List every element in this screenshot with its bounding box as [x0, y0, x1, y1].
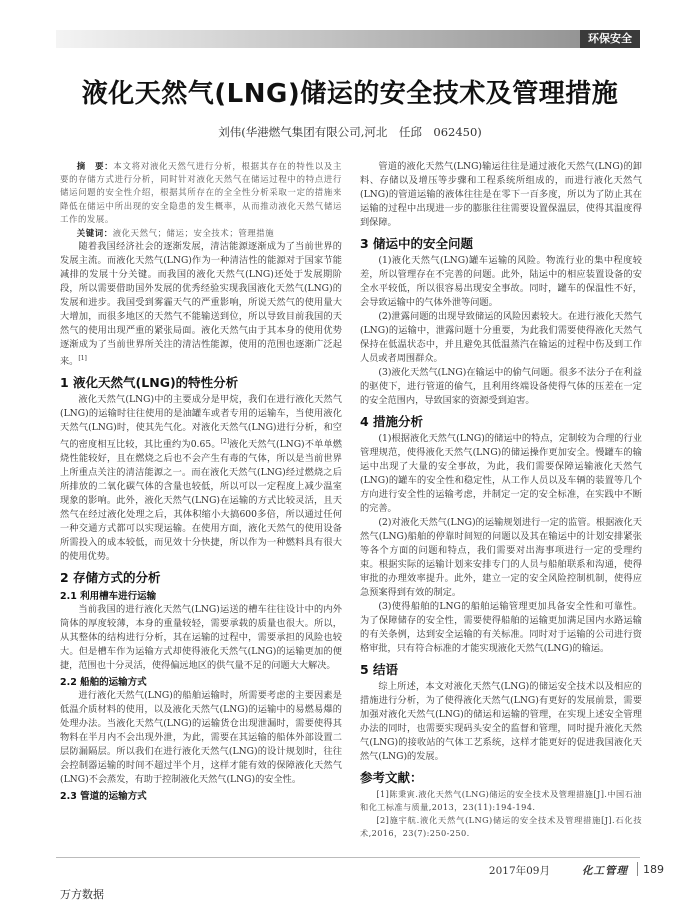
author-line: 刘伟(华港燃气集团有限公司,河北 任邱 062450) — [218, 125, 482, 139]
section-2-3-heading: 2.3 管道的运输方式 — [60, 791, 147, 803]
issue-date: 2017年09月 — [488, 865, 550, 877]
section-3-paragraph-1: (1)液化天然气(LNG)罐车运输的风险。物流行业的集中程度较差，所以管理存在不完善的问题。此外，陆运中的相应装置设备的安全水平较低，所以很容易出现安全事故。同时，罐车的保温性不好，会导致运输中的气体外泄等问题。 — [360, 255, 642, 308]
section-2-2-heading: 2.2 船舶的运输方式 — [60, 677, 147, 689]
footer-rule — [56, 857, 640, 858]
left-column — [60, 160, 342, 803]
section-5-paragraph: 综上所述，本文对液化天然气(LNG)的储运安全技术以及相应的措施进行分析，为了使得液化天然气(LNG)有更好的发展前景，需要加强对液化天然气(LNG)的储运和运输的管理，在实现上述安全管理办法的同时，也需要实现码头安全的监督和管理，同时提升液化天然气(LNG)的接收站的气体工艺系统，这样才能更好的促进我国液化天然气(LNG)的发展。 — [360, 681, 642, 762]
section-2-2-paragraph: 进行液化天然气(LNG)的船舶运输时，所需要考虑的主要因素是低温介质材料的使用，以及液化天然气(LNG)的运输中的易燃易爆的处理办法。当液化天然气(LNG)的运输货仓出现泄漏时，需要使得其物料在半月内不会出现外泄，为此，需要在其运输的船体外部设置二层防漏隔层。所以我们在进行液化天然气(LNG)的设计规划时，往往会控制器运输的时间不超过半个月，这样才能有效的保障液化天然气(LNG)不会蒸发，有助于控制液化天然气(LNG)的安全性。 — [60, 690, 342, 786]
header-band — [56, 30, 640, 48]
section-tag: 环保安全 — [580, 30, 640, 48]
reference-item: [2]施宇航.液化天然气(LNG)储运的安全技术及管理措施[J].石化技术,2016，23(7):250-250. — [360, 815, 642, 838]
section-5-heading: 5 结语 — [360, 662, 399, 677]
section-1-paragraph: 液化天然气(LNG)中的主要成分是甲烷，我们在进行液化天然气(LNG)的运输时往往使用的是油罐车或者专用的运输车，当使用液化天然气(LNG)时，使其先气化。对液化天然气(LNG)进行分析，和空气的密度相互比较，其比重约为0.65。 — [60, 394, 342, 451]
section-3-heading: 3 储运中的安全问题 — [360, 236, 474, 251]
abstract-text: 本文将对液化天然气进行分析，根据其存在的特性以及主要的存储方式进行分析，同时针对液化天然气在储运过程中的特点进行储运问题的安全性介绍，根据其所存在的全全性分析采取一定的措施来降低在储运中所出现的安全隐患的发生概率，从而推动液化天然气储运工作的发展。 — [60, 161, 342, 224]
keywords-label: 关键词： — [76, 228, 113, 239]
reference-item: [1]陈秉寅.液化天然气(LNG)储运的安全技术及管理措施[J].中国石油和化工标准与质量,2013，23(11):194-194. — [360, 789, 642, 812]
section-1-paragraph-cont: 液化天然气(LNG)不单单燃烧性能较好，且在燃烧之后也不会产生有毒的气体，所以是当前世界上所重点关注的清洁能源之一。而在液化天然气(LNG)经过燃烧之后所排放的二氧化碳气体的含量也较低，所以可以一定程度上减少温室现象的影响。此外，液化天然气(LNG)在运输的方式比较灵活，且天然气在经过液化处理之后，其体积缩小大搞600多倍，所以通过任何一种交通方式都可以实现运输。在使用方面，液化天然气的使用设备所需投入的成本较低，而见效十分快捷，所以作为一种燃料具有很大的使用优势。 — [60, 439, 342, 563]
section-4-paragraph-2: (2)对液化天然气(LNG)的运输规划进行一定的监管。根据液化天然气(LNG)船舶的停靠时间短的问题以及其在输运中的计划安排紧张等各个方面的问题和特点，我们需要对出海事项进行一定的受理约束。根据实际的运输计划来安排专门的人员与船舶联系和沟通，使得审批的办理效率提升。此外，建立一定的安全风险控制机制，使得应急预案得到有效的制定。 — [360, 517, 642, 598]
section-1-heading: 1 液化天然气(LNG)的特性分析 — [60, 375, 239, 391]
references-heading: 参考文献： — [360, 770, 423, 785]
page-number: 189 — [643, 863, 664, 876]
section-2-heading: 2 存储方式的分析 — [60, 570, 161, 586]
source-label: 万方数据 — [60, 888, 104, 901]
intro-paragraph: 随着我国经济社会的逐渐发展，清洁能源逐渐成为了当前世界的发展主流。而液化天然气(LNG)作为一种清洁性的能源对于国家节能减排的发展十分关键。而我国的液化天然气(LNG)还处于发展期阶段，所以需要借助国外发展的优秀经验实现我国液化天然气(LNG)的发展和进步。我国受到雾霾天气的严重影响，所说天然气的使用量大大增加，而很多地区的天然气不能输送到位，所以导致目前我国的天然气的使用出现严重的紧张局面。液化天然气由于其本身的使用优势逐渐成为了当前世界所关注的清洁性能源，使用的范围也逐渐广泛起来。 — [60, 241, 342, 368]
section-3-paragraph-2: (2)泄露问题的出现导致储运的风险因素较大。在进行液化天然气(LNG)的运输中，泄露问题十分重要，为此我们需要使得液化天然气保持在低温状态中，并且避免其低温蒸汽在输运的过程中伤及到工作人员或者周围群众。 — [360, 311, 642, 364]
section-4-paragraph-3: (3)使得船舶的LNG的船舶运输管理更加具备安全性和可靠性。为了保障储存的安全性，需要使得船舶的运输更加满足国内水路运输的有关条例，达到安全运输的有关标准。同时对于运输的公司进行资格审批，只有符合标准的才能实现液化天然气(LNG)的输运。 — [360, 601, 642, 654]
section-1-ref: [2] — [220, 438, 230, 446]
abstract — [60, 160, 342, 240]
keywords-text: 液化天然气；储运；安全技术；管理措施 — [112, 228, 275, 239]
right-column — [360, 160, 642, 840]
abstract-label: 摘 要： — [76, 161, 114, 171]
section-2-3-paragraph: 管道的液化天然气(LNG)输运往往是通过液化天然气(LNG)的卸料、存储以及增压等步骤和工程系统所组成的，而进行液化天然气(LNG)的管道运输的液体往往是在零下一百多度，所以为了防止其在运输的过程中出现进一步的膨胀往往需要设置保温层，使得其温度得到保障。 — [360, 161, 642, 228]
intro-ref: [1] — [78, 355, 87, 363]
section-3-paragraph-3: (3)液化天然气(LNG)在输运中的偷气问题。很多不法分子在利益的驱使下，进行管道的偷气，且利用终端设备使得气体的压差在一定的安全范围内，导致国家的资源受到迫害。 — [360, 367, 642, 406]
article-title: 液化天然气(LNG)储运的安全技术及管理措施 — [81, 79, 619, 109]
section-4-paragraph-1: (1)根据液化天然气(LNG)的储运中的特点，定制较为合理的行业管理规范，使得液化天然气(LNG)的储运操作更加安全。慢罐车的输运中出现了大量的安全事故，为此，我们需要保障运输液化天然气(LNG)的罐车的安全性和稳定性，从工作人员以及车辆的装置等几个方向进行安全性的运输考虑，并制定一定的安全标准，在实践中不断的完善。 — [360, 433, 642, 514]
references-list — [360, 788, 642, 840]
footer-divider — [637, 862, 638, 876]
journal-brand: 化工管理 — [582, 865, 628, 877]
section-4-heading: 4 措施分析 — [360, 414, 424, 429]
section-2-1-heading: 2.1 利用槽车进行运输 — [60, 591, 157, 603]
section-2-1-paragraph: 当前我国的进行液化天然气(LNG)运送的槽车往往设计中的内外筒体的厚度较薄，本身的重量较轻，需要承载的质量也很大。所以，从其整体的结构进行分析，其在运输的过程中，需要承担的风险也较大。但是槽车作为运输方式却使得液化天然气(LNG)的运输更加的便捷，范围也十分灵活，使得偏远地区的供气量不足的问题大大解决。 — [60, 604, 342, 672]
